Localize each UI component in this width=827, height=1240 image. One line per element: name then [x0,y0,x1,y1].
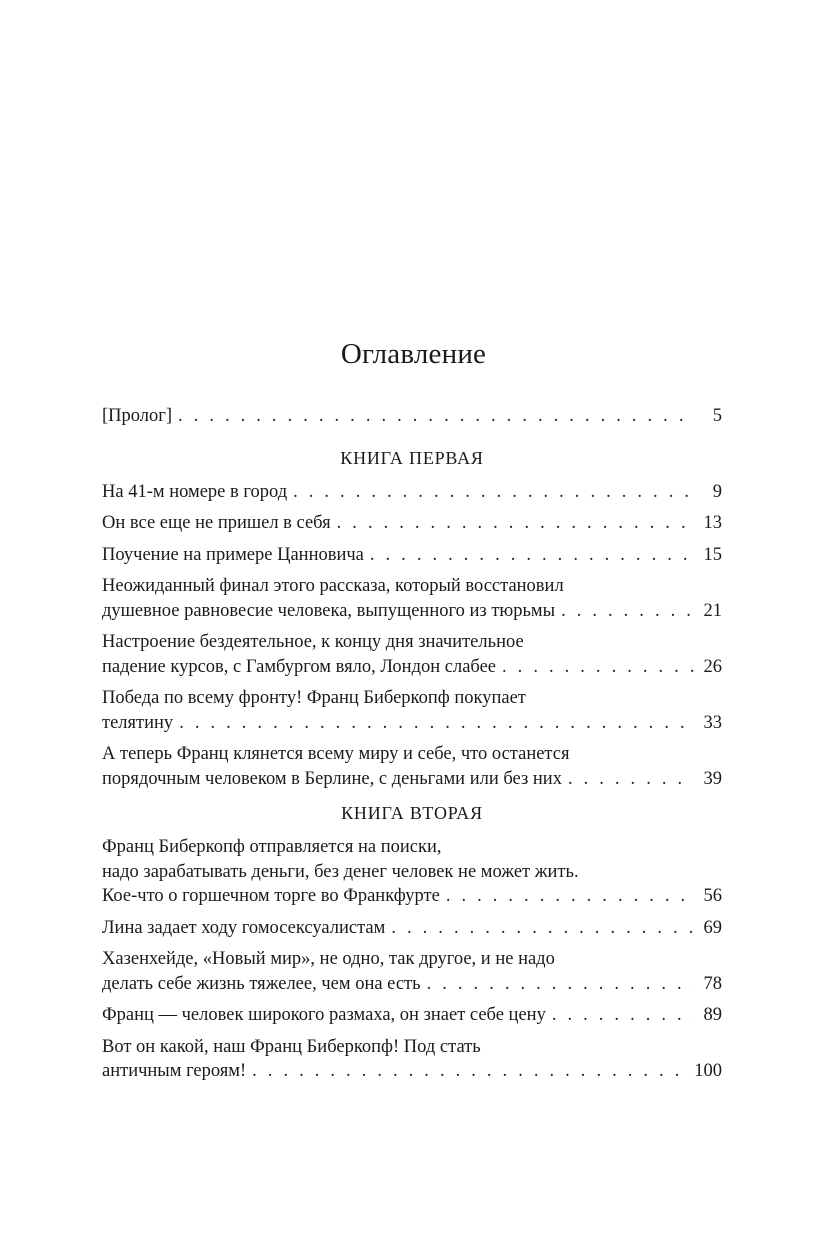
toc-entry-title: Франц — человек широкого размаха, он знает себе цену [102,1005,546,1025]
dot-leader [179,711,694,736]
toc-entry-title: Поучение на примере Цанновича [102,544,364,565]
table-of-contents [102,404,722,1084]
dot-leader [370,543,694,568]
toc-entry-title: душевное равновесие человека, выпущенного из тюрьмы [102,600,556,621]
toc-entry-title: Он все еще не пришел в себя [102,513,331,533]
page-title: Оглавление [340,338,487,370]
dot-leader [552,1003,694,1028]
toc-entry[interactable] [102,1035,722,1084]
dot-leader [446,884,694,909]
toc-page-number: 33 [703,712,722,733]
toc-entry[interactable] [102,574,722,623]
toc-page-number: 9 [712,481,722,502]
dot-leader [337,511,694,536]
toc-entry[interactable] [102,916,722,941]
toc-entry-title-line: А теперь Франц клянется всему миру и себе, что останется [102,744,570,764]
toc-entry-title: делать себе жизнь тяжелее, чем она есть [102,973,421,994]
toc-entry[interactable] [102,511,722,536]
toc-entry[interactable] [102,543,722,568]
dot-leader [502,655,694,680]
dot-leader [178,404,694,429]
toc-page-number: 100 [694,1061,722,1081]
toc-entry[interactable] [102,742,722,791]
dot-leader [391,916,694,941]
toc-entry-title: античным героям! [102,1061,247,1081]
toc-entry[interactable] [102,1003,722,1028]
toc-entry[interactable] [102,835,722,909]
dot-leader [293,480,694,505]
toc-entry-title-line: Настроение бездеятельное, к концу дня значительное [102,632,524,652]
toc-entry-title-line: надо зарабатывать деньги, без денег человек не может жить. [102,861,579,882]
toc-entry-title: На 41-м номере в город [102,481,288,502]
toc-entry-prolog[interactable] [102,404,722,429]
toc-page-number: 39 [703,768,722,789]
toc-entry[interactable] [102,480,722,505]
toc-entry-title: падение курсов, с Гамбургом вяло, Лондон слабее [102,656,497,677]
toc-page-number: 69 [703,917,722,938]
toc-entry-title: Кое-что о горшечном торге во Франкфурте [102,886,440,906]
toc-page-number: 26 [703,656,722,677]
book-heading: КНИГА ПЕРВАЯ [340,447,484,468]
dot-leader [568,767,694,792]
toc-entry[interactable] [102,686,722,735]
toc-entry-title-line: Франц Биберкопф отправляется на поиски, [102,837,442,857]
toc-entry-title-line: Победа по всему фронту! Франц Биберкопф покупает [102,688,526,708]
toc-entry-title-line: Вот он какой, наш Франц Биберкопф! Под стать [102,1036,481,1057]
toc-entry[interactable] [102,630,722,679]
book-heading: КНИГА ВТОРАЯ [341,803,483,823]
toc-entry-title-line: Неожиданный финал этого рассказа, который восстановил [102,576,564,596]
toc-entry-title: телятину [102,712,174,733]
toc-page-number: 15 [703,544,722,565]
toc-page-number: 21 [703,600,722,621]
dot-leader [561,599,694,624]
toc-page-number: 13 [703,513,722,533]
toc-entry-title: порядочным человеком в Берлине, с деньгами или без них [102,768,562,789]
dot-leader [252,1059,690,1084]
dot-leader [427,972,694,997]
toc-page-number: 5 [712,406,722,426]
toc-page-number: 78 [703,973,722,994]
toc-entry-title: [Пролог] [102,406,173,426]
toc-entry[interactable] [102,947,722,996]
toc-entry-title-line: Хазенхейде, «Новый мир», не одно, так другое, и не надо [102,949,555,969]
toc-page-number: 56 [703,886,722,906]
toc-page-number: 89 [703,1005,722,1025]
toc-entry-title: Лина задает ходу гомосексуалистам [102,917,386,938]
